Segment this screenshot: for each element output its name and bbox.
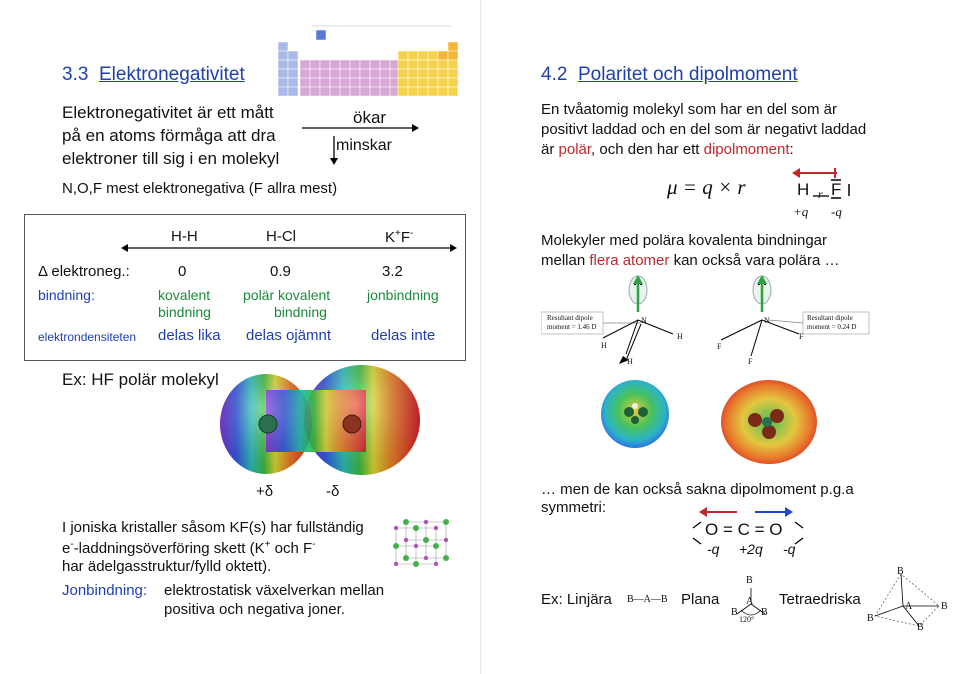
planar-b-top: B (746, 575, 753, 586)
nh3-dipole-label-2: moment = 1.46 D (547, 323, 597, 331)
co2-formula: O = C = O (705, 520, 783, 539)
polar-def-line-2: positivt laddad och en del som är negativt laddad (541, 121, 867, 138)
planar-b-left: B (731, 607, 738, 618)
slide-title-left: 3.3 Elektronegativitet (62, 64, 245, 85)
nh3-h-atom-2: H (677, 332, 683, 341)
co2-charge-3: -q (783, 541, 796, 557)
ionic-line-2: e--laddningsöverföring skett (K+ och F- (62, 539, 316, 557)
multi-atom-line-1: Molekyler med polära kovalenta bindningar (541, 232, 827, 249)
co2-charge-1: -q (707, 541, 720, 557)
minskar-label: minskar (336, 137, 393, 154)
density-none: delas inte (371, 327, 436, 344)
delta-en-kf: 3.2 (382, 263, 403, 280)
header-kf: K+F- (385, 228, 414, 246)
bond-polar-1: polär kovalent (243, 287, 331, 303)
delta-minus: -δ (326, 483, 340, 500)
nf3-dipole-label-1: Resultant dipole (807, 314, 853, 322)
nf3-f-atom-3: F (748, 357, 753, 366)
header-hh: H-H (171, 228, 198, 245)
delta-en-hh: 0 (178, 263, 187, 280)
planar-b-right: B (761, 607, 768, 618)
nf3-f-atom-2: F (799, 332, 804, 341)
nof-statement: N,O,F mest elektronegativa (F allra mest) (62, 180, 338, 197)
bond-label: bindning: (38, 287, 95, 303)
tetra-b-left: B (867, 613, 874, 624)
bond-covalent-1: kovalent (158, 287, 211, 303)
delta-en-hcl: 0.9 (270, 263, 291, 280)
hf-h-atom: H (797, 180, 810, 199)
right-slide (481, 0, 960, 674)
periodic-table-image (272, 8, 468, 102)
ionic-bond-def-2: positiva och negativa joner. (164, 601, 345, 618)
symmetry-line-2: symmetri: (541, 499, 606, 516)
tetra-b-bottom: B (917, 622, 924, 633)
kf-crystal-lattice (386, 516, 466, 582)
planar-a-center: A (746, 596, 754, 607)
hf-potential-map (212, 362, 428, 478)
nh3-n-atom: N (641, 316, 647, 325)
example-hf: Ex: HF polär molekyl (62, 370, 219, 389)
nf3-dipole-label-2: moment = 0.24 D (807, 323, 857, 331)
header-hcl: H-Cl (266, 228, 296, 245)
density-unequal: delas ojämnt (246, 327, 332, 344)
density-shared: delas lika (158, 327, 221, 344)
symmetry-line-1: … men de kan också sakna dipolmoment p.g.a (541, 481, 854, 498)
direction-arrows (300, 120, 420, 165)
scale-arrow (120, 240, 460, 258)
nf3-n-atom: N (764, 316, 770, 325)
nh3-dipole-label-1: Resultant dipole (547, 314, 593, 322)
example-linear: Ex: Linjära (541, 591, 612, 608)
polar-def-line-3: är polär, och den har ett dipolmoment: (541, 141, 794, 158)
hf-f-atom: F (831, 180, 842, 199)
charge-plus-q: +q (793, 204, 809, 219)
ionic-bond-label: Jonbindning: (62, 582, 148, 599)
linear-formula: B—A—B (627, 594, 668, 605)
nh3-h-atom-3: H (627, 357, 633, 366)
bond-ionic: jonbindning (367, 287, 439, 303)
nf3-f-atom-1: F (717, 342, 722, 351)
delta-en-label: Δ elektroneg.: (38, 263, 130, 280)
charge-minus-q: -q (831, 204, 842, 219)
tetra-a-center: A (905, 601, 913, 612)
hf-distance-r: r (818, 187, 823, 201)
okar-label: ökar (353, 108, 387, 127)
tetrahedral-geometry (867, 566, 947, 632)
definition-line-1: Elektronegativitet är ett mått (62, 103, 274, 122)
dipole-formula: μ = q × r (667, 175, 746, 199)
ionic-line-3: har ädelgasstruktur/fylld oktett). (62, 558, 272, 575)
molecule-potential-maps (599, 376, 839, 466)
nh3-h-atom-1: H (601, 341, 607, 350)
definition-line-2: på en atoms förmåga att dra (62, 126, 276, 145)
density-label: elektrondensiteten (38, 330, 137, 344)
slide-title-right: 4.2 Polaritet och dipolmoment (541, 64, 798, 85)
bond-polar-2: bindning (274, 304, 327, 320)
tetra-b-right: B (941, 601, 948, 612)
polar-def-line-1: En tvåatomig molekyl som har en del som är (541, 101, 837, 118)
tetra-b-top: B (897, 566, 904, 577)
example-planar: Plana (681, 591, 720, 608)
ionic-bond-def-1: elektrostatisk växelverkan mellan (164, 582, 385, 599)
definition-line-3: elektroner till sig i en molekyl (62, 149, 280, 168)
multi-atom-line-2: mellan flera atomer kan också vara polära … (541, 252, 840, 269)
ionic-line-1: I joniska kristaller såsom KF(s) har fullständig (62, 519, 364, 536)
delta-plus: +δ (256, 483, 274, 500)
example-tetrahedral: Tetraedriska (779, 591, 861, 608)
co2-charge-2: +2q (739, 541, 763, 557)
bond-covalent-2: bindning (158, 304, 211, 320)
planar-angle: 120° (739, 615, 755, 624)
